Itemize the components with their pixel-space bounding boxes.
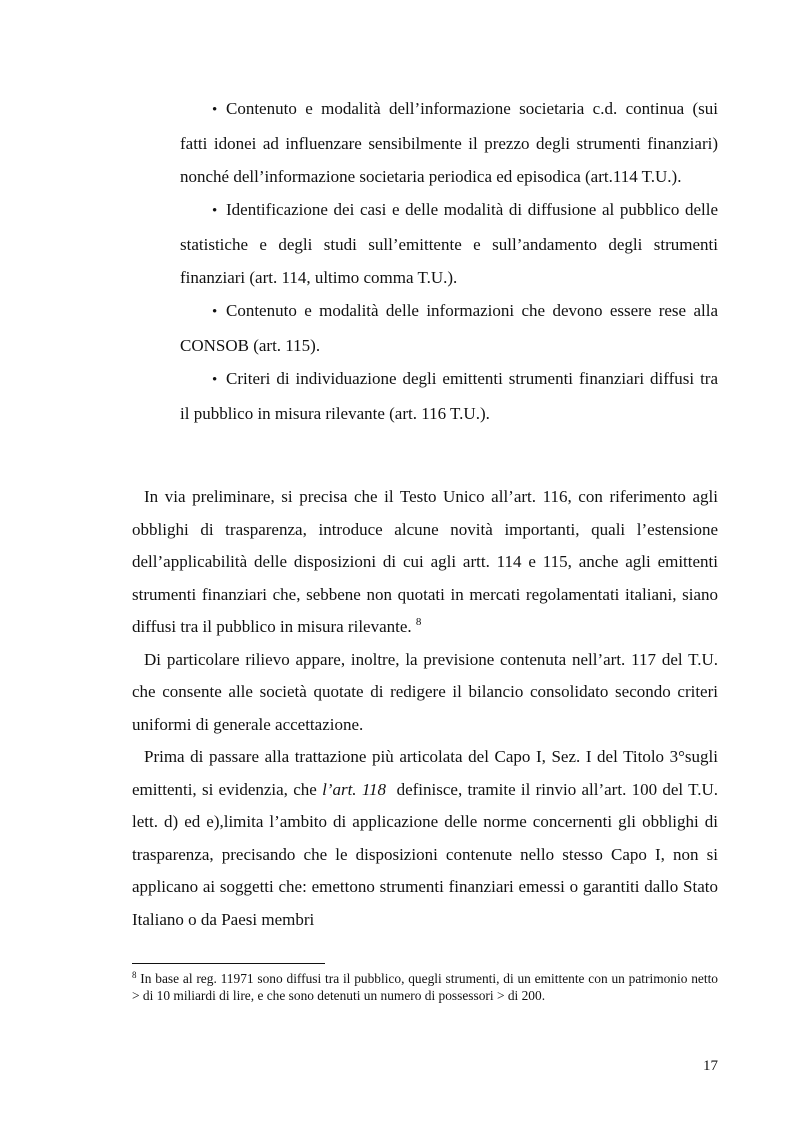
paragraph-1 (132, 481, 718, 644)
bullet-item-3 (180, 294, 718, 362)
footnote (132, 971, 718, 1004)
paragraph-3-text-end: definisce, tramite il rinvio all’art. 100 del T.U. lett. d) ed e),limita l’ambito di applicazione delle norme concernenti gli obblighi di trasparenza, precisando che le disposizioni contenute nello stesso Capo I, non si applicano ai soggetti che: emettono strumenti finanziari emessi o garantiti dallo Stato Italiano o da Paesi membri (132, 779, 723, 929)
bullet-icon: • (212, 372, 218, 388)
bullet-icon: • (212, 102, 218, 118)
bullet-text: Criteri di individuazione degli emittenti strumenti finanziari diffusi tra il pubblico in misura rilevante (art. 116 T.U.). (180, 369, 718, 423)
bullet-text: Contenuto e modalità dell’informazione societaria c.d. continua (sui fatti idonei ad influenzare sensibilmente il prezzo degli strumenti finanziari) nonché dell’informazione societaria periodica ed episodica (art.114 T.U.). (180, 99, 718, 186)
footnote-reference: 8 (415, 616, 422, 628)
body-text (132, 481, 723, 936)
footnote-divider (132, 963, 325, 964)
page-number: 17 (703, 1058, 718, 1074)
bullet-icon: • (212, 203, 218, 219)
footnote-number: 8 (132, 970, 137, 980)
bullet-icon: • (212, 304, 218, 320)
bullet-item-2 (180, 193, 718, 294)
bullet-text: Identificazione dei casi e delle modalità di diffusione al pubblico delle statistiche e degli studi sull’emittente e sull’andamento degli strumenti finanziari (art. 114, ultimo comma T.U.). (180, 200, 718, 287)
paragraph-2: Di particolare rilievo appare, inoltre, la previsione contenuta nell’art. 117 del T.U. che consente alle società quotate di redigere il bilancio consolidato secondo criteri uniformi di generale accettazione. (132, 649, 718, 734)
bullet-text: Contenuto e modalità delle informazioni che devono essere rese alla CONSOB (art. 115). (180, 301, 718, 355)
footnote-text: In base al reg. 11971 sono diffusi tra il pubblico, quegli strumenti, di un emittente con un patrimonio netto > di 10 miliardi di lire, e che sono detenuti un numero di possessori > di 200. (132, 971, 718, 1003)
bullet-item-1 (180, 92, 718, 193)
paragraph-3 (132, 741, 723, 936)
bullet-item-4 (180, 362, 718, 430)
paragraph-3-italic-ref: l’art. 118 (322, 779, 387, 799)
paragraph-3-text-start: Prima di passare alla trattazione più articolata del Capo I, Sez. I del Titolo 3°sugli emittenti, si evidenzia, che (132, 747, 718, 799)
paragraph-1-text: In via preliminare, si precisa che il Testo Unico all’art. 116, con riferimento agli obblighi di trasparenza, introduce alcune novità importanti, quali l’estensione dell’applicabilità delle disposizioni di cui agli artt. 114 e 115, anche agli emittenti strumenti finanziari che, sebbene non quotati in mercati regolamentati italiani, siano diffusi tra il pubblico in misura rilevante. (132, 487, 718, 636)
bullet-list (180, 92, 718, 430)
